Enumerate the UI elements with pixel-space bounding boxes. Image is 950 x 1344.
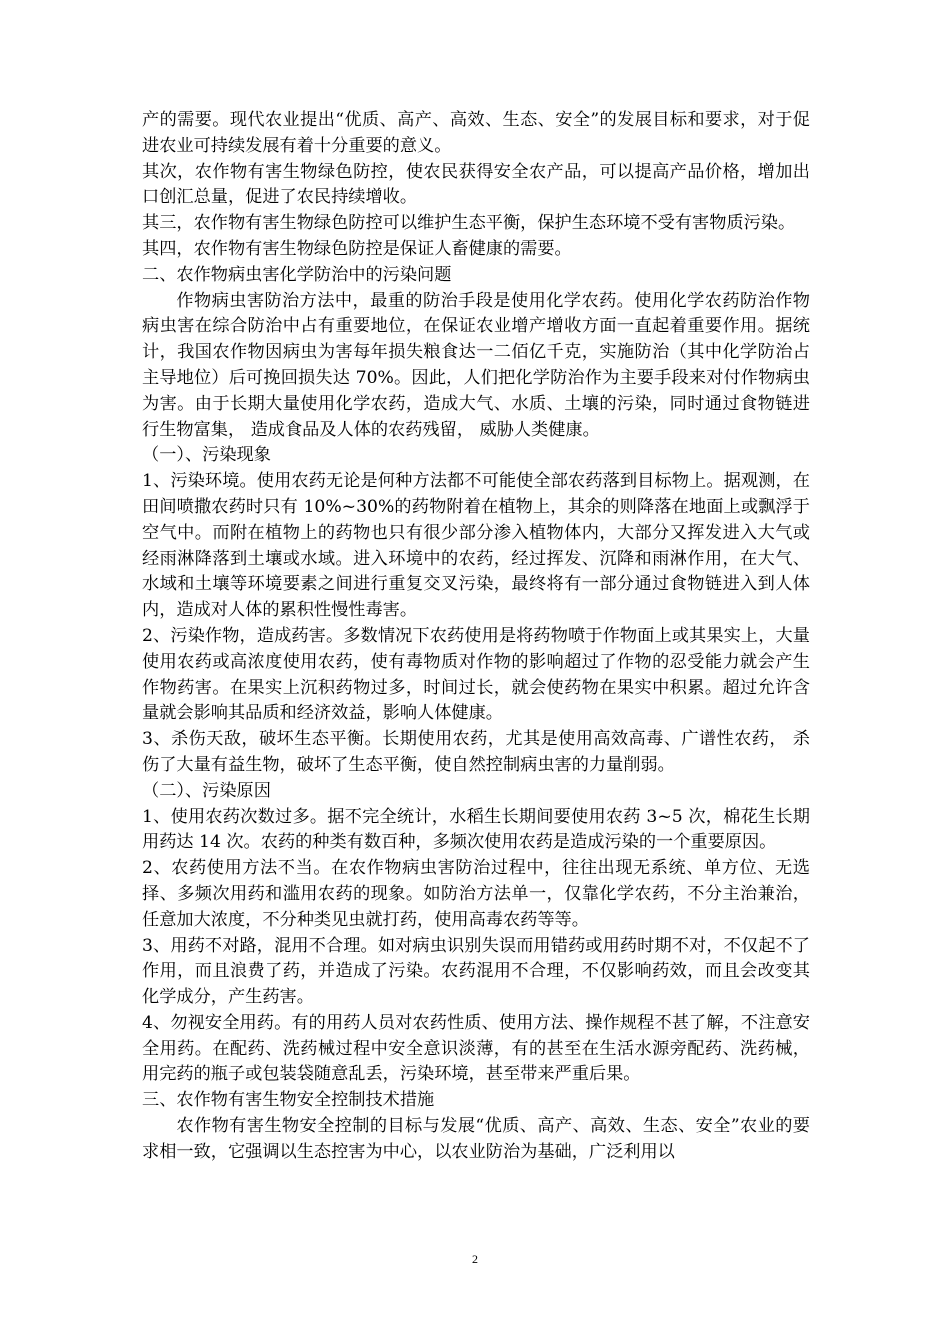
paragraph: 1、污染环境。使用农药无论是何种方法都不可能使全部农药落到目标物上。据观测，在田间喷撒农药时只有 10%~30%的药物附着在植物上，其余的则降落在地面上或飘浮于空气中。而附在植物上的药物也只有很少部分渗入植物体内，大部分又挥发进入大气或经雨淋降落到土壤或水域。进入环境中的农药，经过挥发、沉降和雨淋作用，在大气、水域和土壤等环境要素之间进行重复交叉污染，最终将有一部分通过食物链进入到人体内，造成对人体的累积性慢性毒害。	[142, 471, 810, 621]
paragraph: 其三，农作物有害生物绿色防控可以维护生态平衡，保护生态环境不受有害物质污染。	[142, 213, 796, 234]
paragraph: 其四，农作物有害生物绿色防控是保证人畜健康的需要。	[142, 238, 572, 259]
paragraph: 3、用药不对路，混用不合理。如对病虫识别失误而用错药或用药时期不对，不仅起不了作用，而且浪费了药，并造成了污染。农药混用不合理，不仅影响药效，而且会改变其化学成分，产生药害。	[142, 935, 810, 1008]
paragraph: 4、勿视安全用药。有的用药人员对农药性质、使用方法、操作规程不甚了解，不注意安全用药。在配药、洗药械过程中安全意识淡薄，有的甚至在生活水源旁配药、洗药械，用完药的瓶子或包装袋随意乱丢，污染环境，甚至带来严重后果。	[142, 1012, 810, 1085]
paragraph: 3、杀伤天敌，破坏生态平衡。长期使用农药，尤其是使用高效高毒、广谱性农药， 杀伤了大量有益生物，破坏了生态平衡，使自然控制病虫害的力量削弱。	[142, 729, 810, 775]
paragraph: 2、农药使用方法不当。在农作物病虫害防治过程中，往往出现无系统、单方位、无选择、多频次用药和滥用农药的现象。如防治方法单一，仅靠化学农药，不分主治兼治，任意加大浓度，不分种类见虫就打药，使用高毒农药等等。	[142, 858, 810, 930]
paragraph: 作物病虫害防治方法中，最重的防治手段是使用化学农药。使用化学农药防治作物病虫害在综合防治中占有重要地位，在保证农业增产增收方面一直起着重要作用。据统计，我国农作物因病虫为害每年损失粮食达一二佰亿千克，实施防治（其中化学防治占主导地位）后可挽回损失达 70%。因此，人们把化学防治作为主要手段来对付作物病虫为害。由于长期大量使用化学农药，造成大气、水质、土壤的污染，同时通过食物链进行生物富集， 造成食品及人体的农药残留， 威胁人类健康。	[142, 290, 810, 440]
paragraph: 农作物有害生物安全控制的目标与发展“优质、高产、高效、生态、安全”农业的要求相一致，它强调以生态控害为中心，以农业防治为基础，广泛利用以	[142, 1116, 810, 1162]
paragraph: 2、污染作物，造成药害。多数情况下农药使用是将药物喷于作物面上或其果实上，大量使用农药或高浓度使用农药，使有毒物质对作物的影响超过了作物的忍受能力就会产生作物药害。在果实上沉积药物过多，时间过长，就会使药物在果实中积累。超过允许含量就会影响其品质和经济效益，影响人体健康。	[142, 625, 810, 724]
paragraph: 产的需要。现代农业提出“优质、高产、高效、生态、安全”的发展目标和要求，对于促进农业可持续发展有着十分重要的意义。	[142, 110, 810, 156]
paragraph: （二）、污染原因	[142, 780, 271, 801]
page-number: 2	[472, 1252, 478, 1266]
paragraph: （一）、污染现象	[142, 445, 271, 466]
paragraph: 三、农作物有害生物安全控制技术措施	[142, 1090, 435, 1111]
paragraph: 1、使用农药次数过多。据不完全统计，水稻生长期间要使用农药 3~5 次，棉花生长期用药达 14 次。农药的种类有数百种，多频次使用农药是造成污染的一个重要原因。	[142, 806, 810, 853]
document-body	[142, 108, 810, 1166]
paragraph: 其次，农作物有害生物绿色防控，使农民获得安全农产品，可以提高产品价格，增加出口创汇总量，促进了农民持续增收。	[142, 161, 810, 208]
paragraph: 二、农作物病虫害化学防治中的污染问题	[142, 264, 452, 285]
